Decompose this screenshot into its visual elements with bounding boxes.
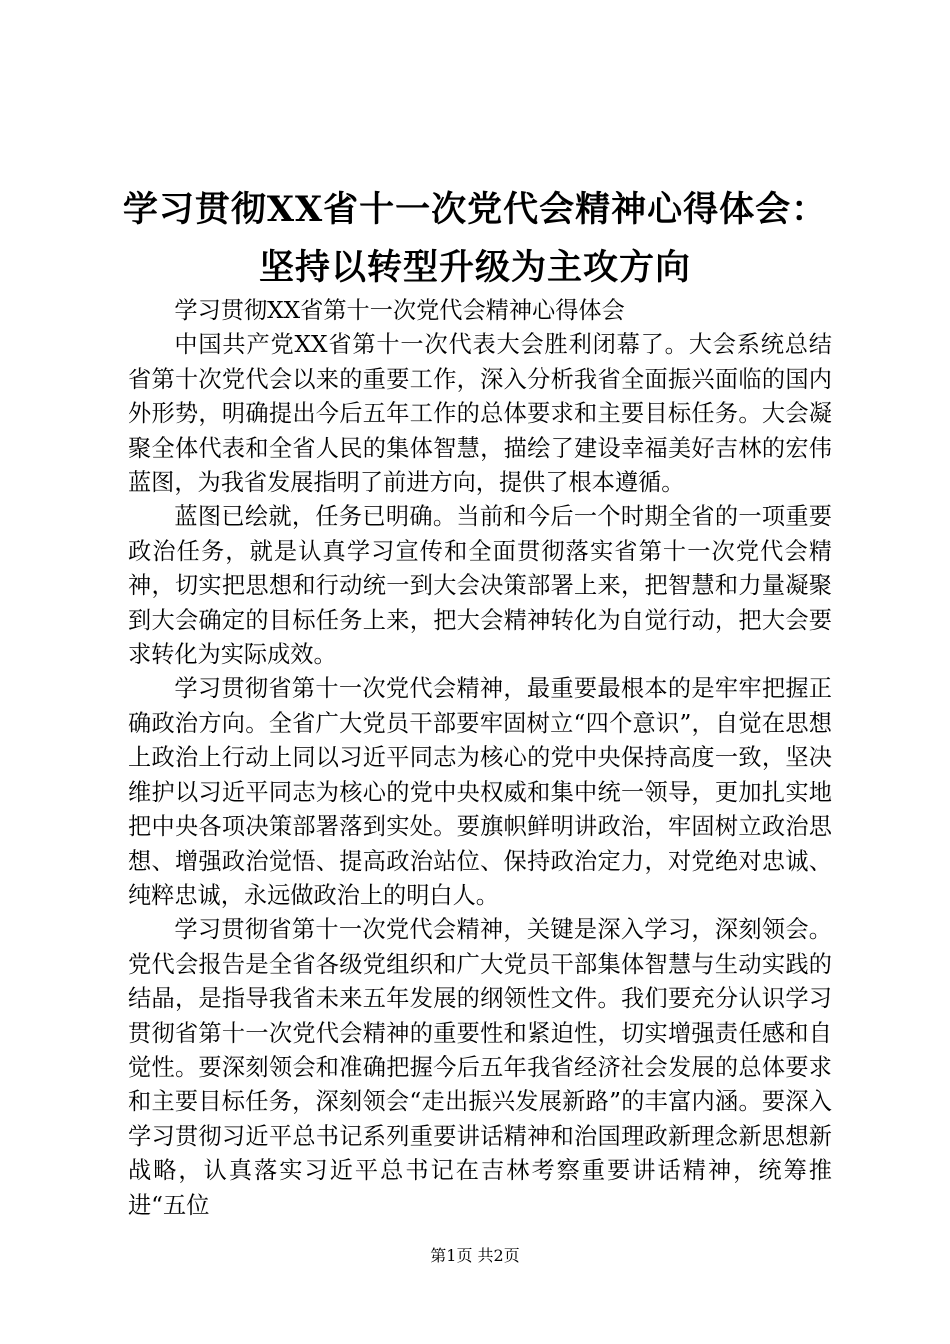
page-number-footer: 第1页 共2页	[430, 1246, 520, 1265]
paragraph-4: 学习贯彻省第十一次党代会精神，关键是深入学习，深刻领会。党代会报告是全省各级党组织和广大党员干部集体智慧与生动实践的结晶，是指导我省未来五年发展的纲领性文件。我们要充分认识学习贯彻省第十一次党代会精神的重要性和紧迫性，切实增强责任感和自觉性。要深刻领会和准确把握今后五年我省经济社会发展的总体要求和主要目标任务，深刻领会“走出振兴发展新路”的丰富内涵。要深入学习贯彻习近平总书记系列重要讲话精神和治国理政新理念新思想新战略，认真落实习近平总书记在吉林考察重要讲话精神，统筹推进“五位	[128, 916, 832, 1219]
document-title-line-1: 学习贯彻XX省十一次党代会精神心得体会：	[122, 189, 828, 230]
document-title-line-2: 坚持以转型升级为主攻方向	[258, 247, 691, 288]
paragraph-1: 中国共产党XX省第十一次代表大会胜利闭幕了。大会系统总结省第十次党代会以来的重要工作，深入分析我省全面振兴面临的国内外形势，明确提出今后五年工作的总体要求和主要目标任务。大会凝聚全体代表和全省人民的集体智慧，描绘了建设幸福美好吉林的宏伟蓝图，为我省发展指明了前进方向，提供了根本遵循。	[128, 331, 832, 497]
document-body	[128, 294, 832, 1223]
paragraph-3: 学习贯彻省第十一次党代会精神，最重要最根本的是牢牢把握正确政治方向。全省广大党员干部要牢固树立“四个意识”，自觉在思想上政治上行动上同以习近平同志为核心的党中央保持高度一致，坚决维护以习近平同志为核心的党中央权威和集中统一领导，更加扎实地把中央各项决策部署落到实处。要旗帜鲜明讲政治，牢固树立政治思想、增强政治觉悟、提高政治站位、保持政治定力，对党绝对忠诚、纯粹忠诚，永远做政治上的明白人。	[128, 675, 832, 909]
paragraph-2: 蓝图已绘就，任务已明确。当前和今后一个时期全省的一项重要政治任务，就是认真学习宣传和全面贯彻落实省第十一次党代会精神，切实把思想和行动统一到大会决策部署上来，把智慧和力量凝聚到大会确定的目标任务上来，把大会精神转化为自觉行动，把大会要求转化为实际成效。	[128, 503, 832, 669]
document-subtitle: 学习贯彻XX省第十一次党代会精神心得体会	[174, 297, 625, 324]
